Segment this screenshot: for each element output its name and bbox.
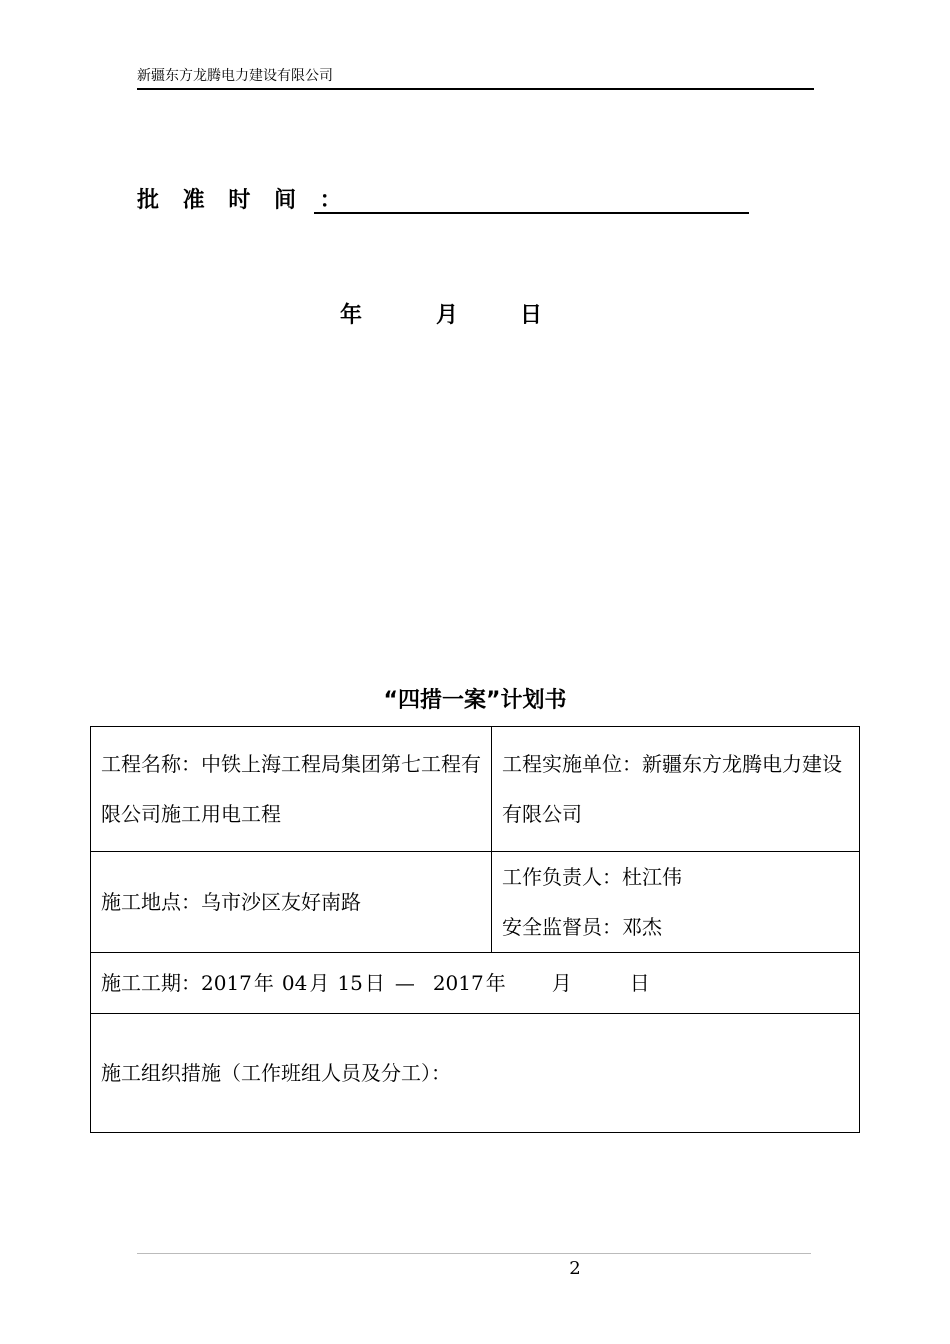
- day-unit: 日: [364, 971, 385, 995]
- approval-time-blank: [314, 212, 749, 214]
- end-month-unit: 月: [551, 971, 572, 995]
- footer-divider: [137, 1253, 811, 1254]
- table-row: [91, 727, 860, 852]
- date-day-label: 日: [520, 303, 543, 328]
- project-name-cell: 工程名称：中铁上海工程局集团第七工程有限公司施工用电工程: [91, 727, 492, 852]
- approval-time-label: 批 准 时 间 ：: [137, 188, 350, 213]
- organization-measures-cell: 施工组织措施（工作班组人员及分工）：: [91, 1014, 860, 1133]
- end-year: 2017: [432, 971, 484, 995]
- table-row: [91, 852, 860, 953]
- start-day: 15: [337, 971, 363, 995]
- end-day-unit: 日: [629, 971, 650, 995]
- construction-period-cell: [91, 953, 860, 1014]
- safety-supervisor: 安全监督员：邓杰: [502, 915, 662, 939]
- end-year-unit: 年: [485, 971, 506, 995]
- start-year: 2017: [201, 971, 252, 995]
- table-row: [91, 1014, 860, 1133]
- implementing-unit-cell: 工程实施单位：新疆东方龙腾电力建设有限公司: [492, 727, 860, 852]
- company-name: 新疆东方龙腾电力建设有限公司: [137, 68, 333, 84]
- year-unit: 年: [253, 971, 274, 995]
- period-dash: —: [394, 971, 415, 995]
- start-month: 04: [281, 971, 308, 995]
- personnel-cell: [492, 852, 860, 953]
- page-header: [137, 66, 814, 90]
- page-number: 2: [569, 1258, 581, 1279]
- location-cell: 施工地点：乌市沙区友好南路: [91, 852, 492, 953]
- responsible-person: 工作负责人：杜江伟: [502, 865, 682, 889]
- table-row: [91, 953, 860, 1014]
- date-year-label: 年: [340, 303, 363, 328]
- date-month-label: 月: [436, 303, 459, 328]
- document-title: “四措一案”计划书: [383, 688, 567, 713]
- month-unit: 月: [309, 971, 330, 995]
- plan-table: [90, 726, 860, 1133]
- period-label: 施工工期：: [101, 971, 201, 995]
